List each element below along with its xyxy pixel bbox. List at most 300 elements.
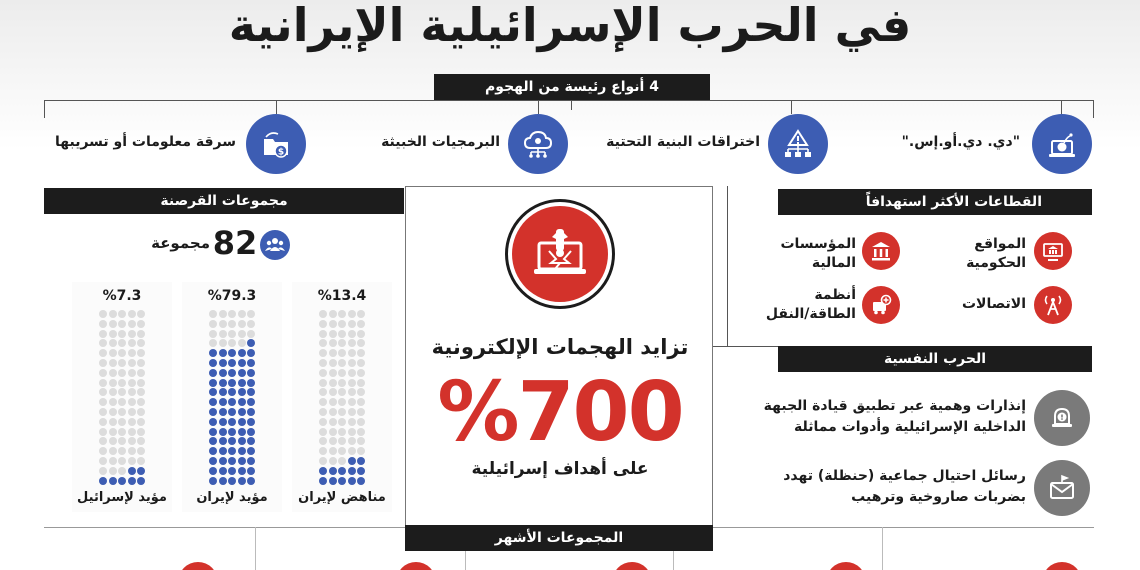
dot <box>357 330 365 338</box>
dot <box>219 310 227 318</box>
dot <box>219 457 227 465</box>
dot <box>118 369 126 377</box>
dot <box>219 418 227 426</box>
dot <box>357 310 365 318</box>
dot <box>137 428 145 436</box>
dot <box>238 349 246 357</box>
dot <box>238 447 246 455</box>
dot-grid <box>99 310 145 485</box>
sector-telecom <box>1034 286 1072 324</box>
dot <box>99 457 107 465</box>
dot <box>357 379 365 387</box>
dot <box>238 339 246 347</box>
dot <box>357 359 365 367</box>
dot <box>118 467 126 475</box>
psychological-header: الحرب النفسية <box>778 346 1092 372</box>
dot-grid <box>209 310 255 485</box>
dot <box>329 330 337 338</box>
dot <box>118 408 126 416</box>
dot <box>137 467 145 475</box>
dot <box>128 379 136 387</box>
dot <box>219 349 227 357</box>
dot <box>329 320 337 328</box>
attack-type-data-theft-label: سرقة معلومات أو تسريبها <box>55 134 236 150</box>
dot <box>348 320 356 328</box>
dot <box>137 388 145 396</box>
dot <box>137 398 145 406</box>
dot <box>128 467 136 475</box>
hacker-groups-count-label: مجموعة <box>151 234 210 252</box>
dot <box>319 437 327 445</box>
dot <box>228 359 236 367</box>
center-big-number: %700 <box>437 365 683 460</box>
dot <box>238 408 246 416</box>
dot <box>319 398 327 406</box>
dot <box>338 320 346 328</box>
psy-fake-alarms-label: إنذارات وهمية عبر تطبيق قيادة الجبهة الداخلية الإسرائيلية وأدوات مماثلة <box>763 398 1026 435</box>
attack-type-ddos-label: "دي. دي.أو.إس." <box>901 134 1020 150</box>
dot <box>219 398 227 406</box>
dot <box>338 457 346 465</box>
dot <box>238 437 246 445</box>
dot <box>357 437 365 445</box>
dot <box>209 388 217 396</box>
dot <box>238 359 246 367</box>
dot <box>228 437 236 445</box>
dot <box>228 477 236 485</box>
dot <box>348 369 356 377</box>
dot <box>128 447 136 455</box>
dot <box>209 457 217 465</box>
dot <box>348 457 356 465</box>
dot <box>319 388 327 396</box>
dot <box>238 418 246 426</box>
sector-telecom-label: الاتصالات <box>961 296 1026 312</box>
dot <box>357 477 365 485</box>
dot <box>247 447 255 455</box>
dot <box>228 447 236 455</box>
dot <box>357 408 365 416</box>
dot <box>209 369 217 377</box>
dot <box>319 349 327 357</box>
dot <box>109 467 117 475</box>
dot <box>329 369 337 377</box>
dot <box>228 467 236 475</box>
dot <box>137 320 145 328</box>
dot <box>329 467 337 475</box>
dot <box>137 447 145 455</box>
dot <box>247 437 255 445</box>
dot <box>109 477 117 485</box>
dot <box>338 437 346 445</box>
dot <box>209 330 217 338</box>
dot <box>329 359 337 367</box>
dot <box>99 369 107 377</box>
psy-fake-alarms <box>1034 390 1090 446</box>
dot <box>247 369 255 377</box>
dot <box>348 388 356 396</box>
dot <box>228 428 236 436</box>
bomb-laptop-icon <box>1045 127 1079 161</box>
dot <box>118 447 126 455</box>
dot <box>228 339 236 347</box>
dot <box>348 379 356 387</box>
dot <box>109 398 117 406</box>
dot <box>247 408 255 416</box>
dot <box>329 349 337 357</box>
dot <box>99 447 107 455</box>
group-icon <box>260 230 290 260</box>
dot <box>118 477 126 485</box>
dot <box>348 467 356 475</box>
dot <box>329 398 337 406</box>
hacker-groups-count: 82 <box>212 224 258 262</box>
center-icon-ring <box>505 199 615 309</box>
dot <box>109 447 117 455</box>
dot <box>338 477 346 485</box>
famous-group-badge <box>612 562 652 570</box>
dot <box>348 339 356 347</box>
dot <box>99 428 107 436</box>
attack-types-line <box>44 100 1094 101</box>
dot <box>247 398 255 406</box>
dot <box>228 379 236 387</box>
dot <box>137 418 145 426</box>
dot <box>338 447 346 455</box>
dot <box>109 349 117 357</box>
dot <box>99 359 107 367</box>
dot <box>348 418 356 426</box>
dot-column-anti-iran <box>292 282 392 512</box>
attack-type-infrastructure <box>768 114 828 174</box>
bank-icon <box>869 239 893 263</box>
dot <box>128 339 136 347</box>
attack-type-infrastructure-label: اختراقات البنية التحتية <box>606 134 760 150</box>
dot <box>338 398 346 406</box>
dot <box>118 437 126 445</box>
dot <box>137 330 145 338</box>
dot <box>228 320 236 328</box>
dot <box>128 418 136 426</box>
dot <box>109 457 117 465</box>
dot <box>247 349 255 357</box>
dot <box>118 428 126 436</box>
sector-financial <box>862 232 900 270</box>
missile-laptop-icon <box>529 223 591 285</box>
dot <box>219 428 227 436</box>
government-site-icon <box>1041 239 1065 263</box>
dot <box>209 408 217 416</box>
dot <box>209 447 217 455</box>
dot <box>137 457 145 465</box>
sector-energy-transport <box>862 286 900 324</box>
hacker-groups-count-row <box>140 224 300 262</box>
dot <box>319 408 327 416</box>
dot <box>128 388 136 396</box>
dot <box>348 428 356 436</box>
dot <box>319 428 327 436</box>
dot <box>128 369 136 377</box>
dot <box>209 477 217 485</box>
dot <box>247 320 255 328</box>
dot <box>238 310 246 318</box>
dot <box>128 359 136 367</box>
center-subline: على أهداف إسرائيلية <box>471 459 649 479</box>
hacker-groups-header: مجموعات القرصنة <box>44 188 404 214</box>
dot <box>357 457 365 465</box>
sector-financial-label: المؤسسات المالية <box>780 236 856 271</box>
dot <box>319 477 327 485</box>
dot <box>329 428 337 436</box>
dot <box>209 339 217 347</box>
dot <box>109 388 117 396</box>
dot <box>338 330 346 338</box>
column-percent: %79.3 <box>207 288 257 304</box>
dot <box>109 379 117 387</box>
dot <box>137 359 145 367</box>
psy-fraud-messages-label: رسائل احتيال جماعية (حنظلة) تهدد بضربات صاروخية وترهيب <box>783 468 1026 505</box>
column-label: مناهض لإيران <box>298 490 386 505</box>
dot <box>118 359 126 367</box>
dot <box>118 339 126 347</box>
dot <box>118 320 126 328</box>
dot <box>137 437 145 445</box>
dot <box>219 447 227 455</box>
dot <box>338 467 346 475</box>
dot <box>99 320 107 328</box>
dot <box>128 330 136 338</box>
dot <box>329 388 337 396</box>
dot <box>109 330 117 338</box>
dot <box>348 330 356 338</box>
dot <box>329 457 337 465</box>
dot <box>329 447 337 455</box>
dot <box>238 388 246 396</box>
sectors-header: القطاعات الأكثر استهدافاً <box>778 189 1092 215</box>
dot <box>338 428 346 436</box>
dot <box>348 349 356 357</box>
center-stat-box <box>405 186 713 526</box>
dot <box>99 379 107 387</box>
dot <box>357 320 365 328</box>
dot <box>228 388 236 396</box>
dot <box>319 447 327 455</box>
dot <box>357 398 365 406</box>
sector-government-label: المواقع الحكومية <box>966 236 1026 271</box>
dot <box>219 388 227 396</box>
dot <box>247 428 255 436</box>
dot <box>219 467 227 475</box>
dot <box>228 457 236 465</box>
dot <box>357 369 365 377</box>
dot <box>209 418 217 426</box>
dot-column-pro-iran <box>182 282 282 512</box>
dot-column-pro-israel <box>72 282 172 512</box>
dot <box>209 359 217 367</box>
energy-transport-icon <box>869 293 893 317</box>
dot <box>219 320 227 328</box>
dot <box>128 398 136 406</box>
column-percent: %7.3 <box>102 288 142 304</box>
dot <box>357 349 365 357</box>
dot <box>338 388 346 396</box>
dot <box>247 477 255 485</box>
dot <box>228 310 236 318</box>
dot <box>348 437 356 445</box>
famous-group-badge <box>178 562 218 570</box>
dot <box>99 477 107 485</box>
dot <box>357 339 365 347</box>
dot <box>319 467 327 475</box>
dot <box>228 349 236 357</box>
cloud-bug-icon <box>521 127 555 161</box>
dot <box>329 379 337 387</box>
famous-group-badge <box>396 562 436 570</box>
dot <box>319 310 327 318</box>
dot <box>329 477 337 485</box>
dot <box>238 320 246 328</box>
dot <box>109 359 117 367</box>
dot <box>118 457 126 465</box>
dot <box>238 477 246 485</box>
dot <box>319 359 327 367</box>
dot <box>338 349 346 357</box>
attack-type-data-theft <box>246 114 306 174</box>
alarm-bell-icon <box>1046 402 1078 434</box>
dot <box>238 398 246 406</box>
dot <box>329 339 337 347</box>
famous-group-badge <box>826 562 866 570</box>
dot <box>228 330 236 338</box>
dot <box>109 428 117 436</box>
dot <box>118 398 126 406</box>
sector-energy-transport-label: أنظمة الطاقة/النقل <box>765 287 856 322</box>
dot <box>357 428 365 436</box>
dot <box>118 388 126 396</box>
dot <box>238 467 246 475</box>
dot <box>137 310 145 318</box>
dot <box>99 310 107 318</box>
dot <box>319 369 327 377</box>
dot <box>118 330 126 338</box>
dot <box>209 310 217 318</box>
attack-type-malware <box>508 114 568 174</box>
dot <box>219 330 227 338</box>
psy-fraud-messages <box>1034 460 1090 516</box>
attack-type-ddos <box>1032 114 1092 174</box>
data-theft-icon <box>259 127 293 161</box>
page-title: في الحرب الإسرائيلية الإيرانية <box>228 0 912 52</box>
dot <box>209 379 217 387</box>
dot <box>99 467 107 475</box>
dot <box>228 418 236 426</box>
dot <box>109 320 117 328</box>
dot <box>209 349 217 357</box>
dot <box>238 379 246 387</box>
dot <box>128 408 136 416</box>
column-percent: %13.4 <box>317 288 367 304</box>
dot <box>99 349 107 357</box>
dot-grid <box>319 310 365 485</box>
dot <box>238 330 246 338</box>
dot <box>247 359 255 367</box>
dot <box>99 330 107 338</box>
dot <box>118 418 126 426</box>
dot <box>348 447 356 455</box>
dot <box>357 467 365 475</box>
dot <box>357 447 365 455</box>
dot <box>109 408 117 416</box>
dot <box>319 339 327 347</box>
dot <box>247 388 255 396</box>
column-label: مؤيد لإسرائيل <box>77 490 167 505</box>
dot <box>338 310 346 318</box>
dot <box>348 359 356 367</box>
dot <box>357 388 365 396</box>
dot <box>238 457 246 465</box>
dot <box>128 428 136 436</box>
dot <box>99 408 107 416</box>
dot <box>319 330 327 338</box>
dot <box>109 310 117 318</box>
dot <box>99 339 107 347</box>
dot <box>128 349 136 357</box>
dot <box>348 408 356 416</box>
warning-network-icon <box>781 127 815 161</box>
dot <box>137 379 145 387</box>
dot <box>228 408 236 416</box>
dot <box>128 310 136 318</box>
dot <box>338 408 346 416</box>
dot <box>329 310 337 318</box>
dot <box>128 437 136 445</box>
dot <box>137 477 145 485</box>
dot <box>247 457 255 465</box>
dot <box>109 437 117 445</box>
sector-government <box>1034 232 1072 270</box>
dot <box>99 437 107 445</box>
dot <box>247 418 255 426</box>
dot <box>338 379 346 387</box>
dot <box>209 467 217 475</box>
dot <box>219 359 227 367</box>
attack-type-malware-label: البرمجيات الخبيثة <box>381 134 500 150</box>
dot <box>137 369 145 377</box>
dot <box>338 418 346 426</box>
dot <box>338 369 346 377</box>
dot <box>209 398 217 406</box>
dot <box>219 477 227 485</box>
dot <box>99 388 107 396</box>
dot <box>219 437 227 445</box>
dot <box>209 320 217 328</box>
dot <box>228 398 236 406</box>
dot <box>348 398 356 406</box>
dot <box>109 369 117 377</box>
dot <box>99 398 107 406</box>
dot <box>118 349 126 357</box>
dot <box>219 379 227 387</box>
antenna-icon <box>1041 293 1065 317</box>
dot <box>329 418 337 426</box>
dot <box>219 369 227 377</box>
dot <box>209 437 217 445</box>
dot <box>319 379 327 387</box>
dot <box>238 369 246 377</box>
dot <box>357 418 365 426</box>
dot <box>329 408 337 416</box>
famous-group-badge <box>1042 562 1082 570</box>
